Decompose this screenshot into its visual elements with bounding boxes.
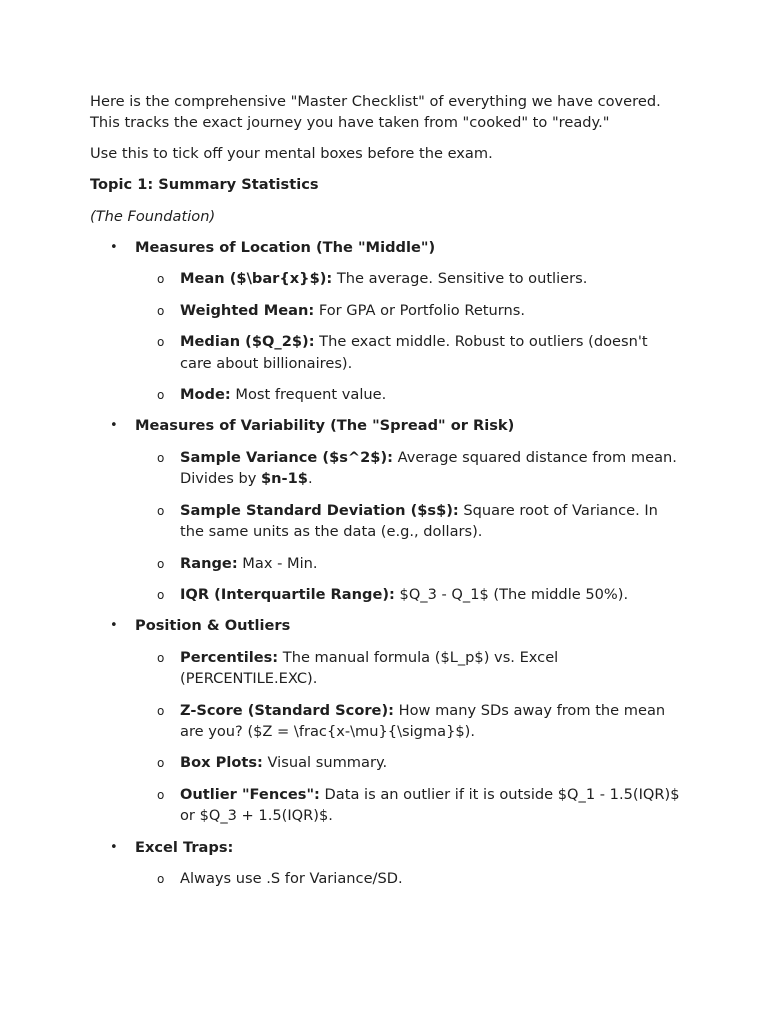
list-item xyxy=(135,584,680,605)
bullet-icon: • xyxy=(110,618,118,634)
bullet-icon: • xyxy=(110,839,118,855)
item-label: Mode: xyxy=(180,386,231,404)
section-title: Position & Outliers xyxy=(135,617,291,635)
list-item xyxy=(135,268,680,289)
intro-paragraph: Here is the comprehensive "Master Checklist" of everything we have covered. This tracks the exact journey you have taken from "cooked" to "ready." xyxy=(90,93,661,132)
section-items xyxy=(135,268,690,405)
circle-bullet-icon: o xyxy=(157,388,165,403)
list-item xyxy=(135,331,680,374)
item-text: Visual summary. xyxy=(262,754,388,772)
list-item xyxy=(135,300,680,321)
item-text: The average. Sensitive to outliers. xyxy=(332,270,588,288)
bullet-icon: • xyxy=(110,418,118,434)
list-item xyxy=(135,784,680,827)
item-text: The manual formula ($L_p$) vs. Excel (PERCENTILE.EXC). xyxy=(180,648,559,688)
circle-bullet-icon: o xyxy=(157,450,165,465)
item-text: For GPA or Portfolio Returns. xyxy=(314,301,526,319)
section-title: Measures of Variability (The "Spread" or Risk) xyxy=(135,417,515,435)
item-text: Average squared distance from mean. Divides by xyxy=(180,448,677,488)
circle-bullet-icon: o xyxy=(157,503,165,518)
item-label: Mean ($\bar{x}$): xyxy=(180,270,333,288)
circle-bullet-icon: o xyxy=(157,335,165,350)
item-text: How many SDs away from the mean are you? ($Z = \frac{x-\mu}{\sigma}$). xyxy=(180,701,666,740)
item-label: Percentiles: xyxy=(180,648,279,666)
item-text: Square root of Variance. In the same units as the data (e.g., dollars). xyxy=(180,501,658,541)
circle-bullet-icon: o xyxy=(157,787,165,802)
item-text: The exact middle. Robust to outliers (doesn't care about billionaires). xyxy=(180,333,648,372)
item-label: Median ($Q_2$): xyxy=(180,333,315,351)
section-location xyxy=(90,237,690,405)
list-item xyxy=(135,500,680,543)
list-item xyxy=(135,868,680,889)
circle-bullet-icon: o xyxy=(157,650,165,665)
item-label: Range: xyxy=(180,554,238,572)
circle-bullet-icon: o xyxy=(157,587,165,602)
topic-title: Topic 1: Summary Statistics xyxy=(90,176,319,194)
item-label: Weighted Mean: xyxy=(180,301,315,319)
item-text: Most frequent value. xyxy=(230,386,387,404)
circle-bullet-icon: o xyxy=(157,703,165,718)
list-item xyxy=(135,553,680,574)
section-items xyxy=(135,447,690,605)
section-position-outliers xyxy=(90,615,690,826)
item-label: Box Plots: xyxy=(180,754,263,772)
list-item xyxy=(135,384,680,405)
item-label: Outlier "Fences": xyxy=(180,785,320,803)
section-items xyxy=(135,868,690,889)
item-tail: . xyxy=(307,470,313,488)
item-text: Max - Min. xyxy=(237,554,318,572)
intro-tick-line: Use this to tick off your mental boxes before the exam. xyxy=(90,144,493,162)
section-items xyxy=(135,647,690,827)
circle-bullet-icon: o xyxy=(157,272,165,287)
circle-bullet-icon: o xyxy=(157,303,165,318)
circle-bullet-icon: o xyxy=(157,556,165,571)
item-text: Data is an outlier if it is outside $Q_1 - 1.5(IQR)$ or $Q_3 + 1.5(IQR)$. xyxy=(180,785,680,825)
item-label: Sample Variance ($s^2$): xyxy=(180,448,393,466)
item-label: Sample Standard Deviation ($s$): xyxy=(180,501,459,519)
list-item xyxy=(135,700,680,743)
item-emphasis: $n-1$ xyxy=(261,470,308,488)
section-variability xyxy=(90,415,690,605)
item-text: Always use .S for Variance/SD. xyxy=(180,869,403,887)
list-item xyxy=(135,647,680,690)
item-label: IQR (Interquartile Range): xyxy=(180,585,395,603)
section-title: Excel Traps: xyxy=(135,838,234,856)
bullet-icon: • xyxy=(110,240,118,256)
list-item xyxy=(135,752,680,773)
circle-bullet-icon: o xyxy=(157,756,165,771)
topic-subtitle: (The Foundation) xyxy=(90,207,216,225)
circle-bullet-icon: o xyxy=(157,871,165,886)
document-page xyxy=(90,91,690,899)
checklist xyxy=(90,237,690,889)
section-title: Measures of Location (The "Middle") xyxy=(135,239,436,257)
list-item xyxy=(135,447,680,490)
item-text: $Q_3 - Q_1$ (The middle 50%). xyxy=(394,585,629,603)
section-excel-traps xyxy=(90,837,690,890)
item-label: Z-Score (Standard Score): xyxy=(180,701,394,719)
